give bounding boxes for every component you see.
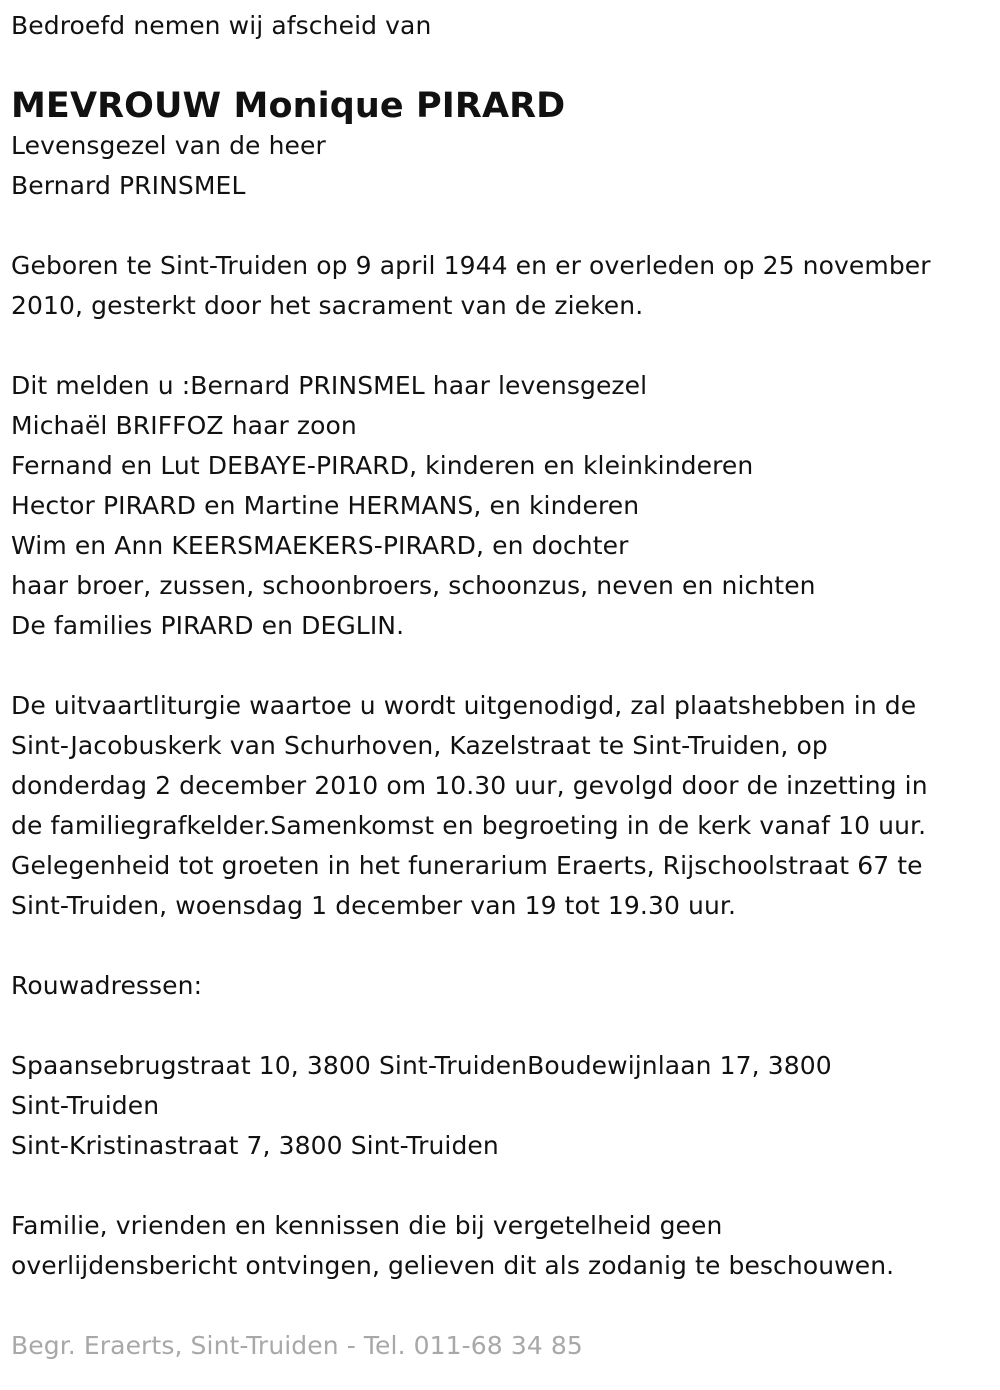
announcer-line: haar broer, zussen, schoonbroers, schoonzus, neven en nichten — [11, 571, 816, 600]
spacer — [11, 1166, 1000, 1206]
deceased-name: MEVROUW Monique PIRARD — [11, 86, 566, 126]
funeral-line: Gelegenheid tot groeten in het funerarium Eraerts, Rijschoolstraat 67 te — [11, 851, 923, 880]
closing-line: Familie, vrienden en kennissen die bij vergetelheid geen — [11, 1211, 723, 1240]
partner-line: Levensgezel van de heer — [11, 131, 326, 160]
announcer-line: Hector PIRARD en Martine HERMANS, en kinderen — [11, 491, 640, 520]
announcer-line: De families PIRARD en DEGLIN. — [11, 611, 405, 640]
announcer-line: Wim en Ann KEERSMAEKERS-PIRARD, en dochter — [11, 531, 629, 560]
spacer — [11, 206, 1000, 246]
funeral-line: donderdag 2 december 2010 om 10.30 uur, gevolgd door de inzetting in — [11, 771, 928, 800]
spacer — [11, 1006, 1000, 1046]
funeral-line: Sint-Truiden, woensdag 1 december van 19 tot 19.30 uur. — [11, 891, 737, 920]
spacer — [11, 46, 1000, 86]
announcer-line: Michaël BRIFFOZ haar zoon — [11, 411, 357, 440]
funeral-details — [11, 686, 1000, 926]
spacer — [11, 926, 1000, 966]
funeral-line: De uitvaartliturgie waartoe u wordt uitgenodigd, zal plaatshebben in de — [11, 691, 917, 720]
birth-death-line: 2010, gesterkt door het sacrament van de zieken. — [11, 291, 644, 320]
spacer — [11, 326, 1000, 366]
spacer — [11, 1286, 1000, 1326]
partner-name: Bernard PRINSMEL — [11, 171, 246, 200]
address-line: Sint-Truiden — [11, 1091, 160, 1120]
funeral-home-footer: Begr. Eraerts, Sint-Truiden - Tel. 011-68 34 85 — [11, 1331, 583, 1360]
address-line: Sint-Kristinastraat 7, 3800 Sint-Truiden — [11, 1131, 499, 1160]
closing-line: overlijdensbericht ontvingen, gelieven dit als zodanig te beschouwen. — [11, 1251, 895, 1280]
addresses-list — [11, 1046, 1000, 1166]
spacer — [11, 646, 1000, 686]
addresses-heading: Rouwadressen: — [11, 971, 203, 1000]
closing-note — [11, 1206, 1000, 1286]
intro-text: Bedroefd nemen wij afscheid van — [11, 11, 432, 40]
announcer-line: Fernand en Lut DEBAYE-PIRARD, kinderen en kleinkinderen — [11, 451, 754, 480]
announcer-line: Dit melden u :Bernard PRINSMEL haar levensgezel — [11, 371, 648, 400]
address-line: Spaansebrugstraat 10, 3800 Sint-TruidenBoudewijnlaan 17, 3800 — [11, 1051, 832, 1080]
birth-death-line: Geboren te Sint-Truiden op 9 april 1944 en er overleden op 25 november — [11, 251, 931, 280]
announcers-list — [11, 366, 1000, 646]
funeral-line: de familiegrafkelder.Samenkomst en begroeting in de kerk vanaf 10 uur. — [11, 811, 927, 840]
funeral-line: Sint-Jacobuskerk van Schurhoven, Kazelstraat te Sint-Truiden, op — [11, 731, 828, 760]
